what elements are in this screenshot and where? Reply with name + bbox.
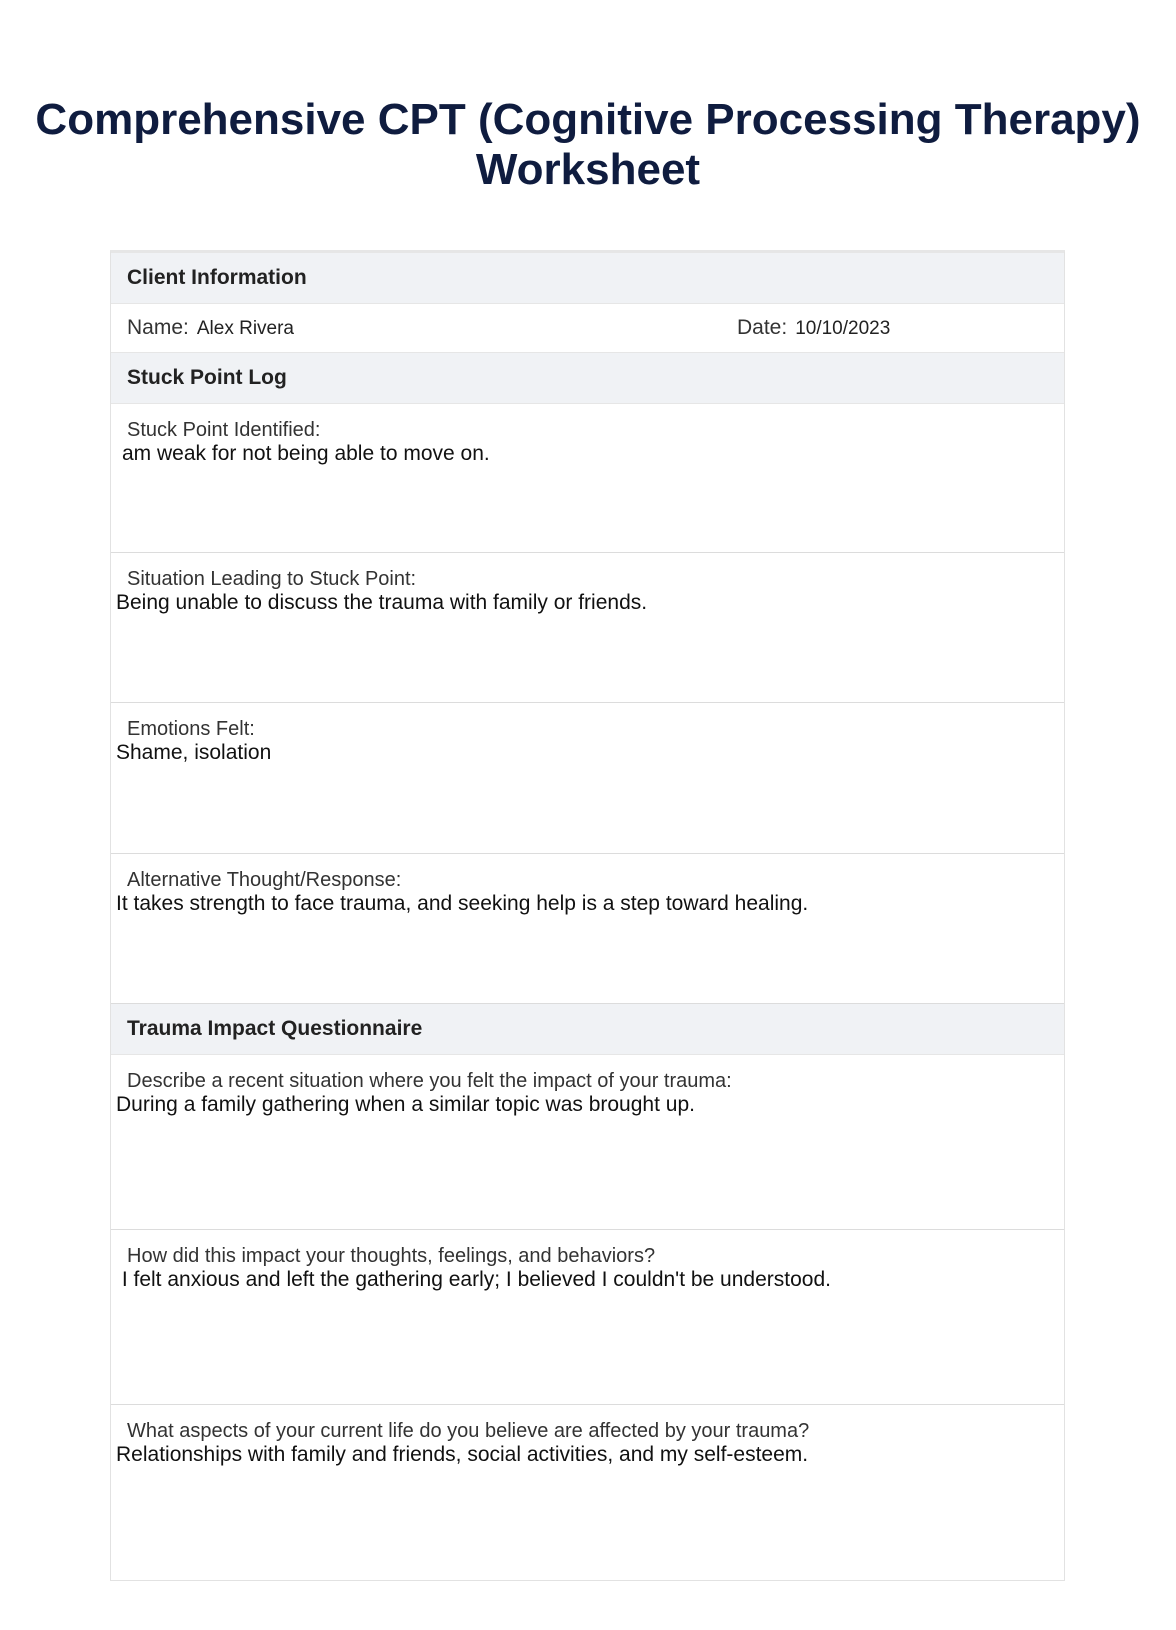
- field-value: Relationships with family and friends, social activities, and my self-esteem.: [116, 1443, 809, 1466]
- field-label: What aspects of your current life do you believe are affected by your trauma?: [127, 1420, 810, 1442]
- name-value: Alex Rivera: [196, 318, 295, 339]
- date-label: Date:: [737, 316, 788, 339]
- date-field[interactable]: [737, 304, 890, 353]
- section-header-stuck-point-log: Stuck Point Log: [111, 353, 1064, 404]
- emotions-felt-field[interactable]: [111, 703, 1064, 854]
- recent-situation-field[interactable]: [111, 1055, 1064, 1230]
- client-info-row: [111, 304, 1064, 353]
- field-label: Emotions Felt:: [127, 718, 255, 740]
- impact-field[interactable]: [111, 1230, 1064, 1405]
- field-label: Situation Leading to Stuck Point:: [127, 568, 417, 590]
- name-label: Name:: [127, 316, 189, 339]
- section-header-client-information: Client Information: [111, 253, 1064, 304]
- page-title: Comprehensive CPT (Cognitive Processing Therapy) Worksheet: [35, 95, 1141, 194]
- field-label: Stuck Point Identified:: [127, 419, 321, 441]
- date-value: 10/10/2023: [795, 318, 891, 339]
- field-label: How did this impact your thoughts, feelings, and behaviors?: [127, 1245, 656, 1267]
- field-value: It takes strength to face trauma, and seeking help is a step toward healing.: [116, 892, 809, 915]
- stuck-point-identified-field[interactable]: [111, 404, 1064, 553]
- field-value: am weak for not being able to move on.: [122, 442, 490, 465]
- name-field[interactable]: [127, 304, 294, 353]
- field-value: During a family gathering when a similar topic was brought up.: [116, 1093, 695, 1116]
- alternative-thought-field[interactable]: [111, 854, 1064, 1004]
- field-value: Being unable to discuss the trauma with family or friends.: [116, 591, 648, 614]
- field-value: Shame, isolation: [116, 741, 272, 764]
- worksheet-table: [110, 250, 1065, 1581]
- field-label: Alternative Thought/Response:: [127, 869, 402, 891]
- field-label: Describe a recent situation where you felt the impact of your trauma:: [127, 1070, 732, 1092]
- field-value: I felt anxious and left the gathering early; I believed I couldn't be understood.: [116, 1268, 831, 1291]
- affected-aspects-field[interactable]: [111, 1405, 1064, 1580]
- situation-field[interactable]: [111, 553, 1064, 703]
- section-header-trauma-impact: Trauma Impact Questionnaire: [111, 1004, 1064, 1055]
